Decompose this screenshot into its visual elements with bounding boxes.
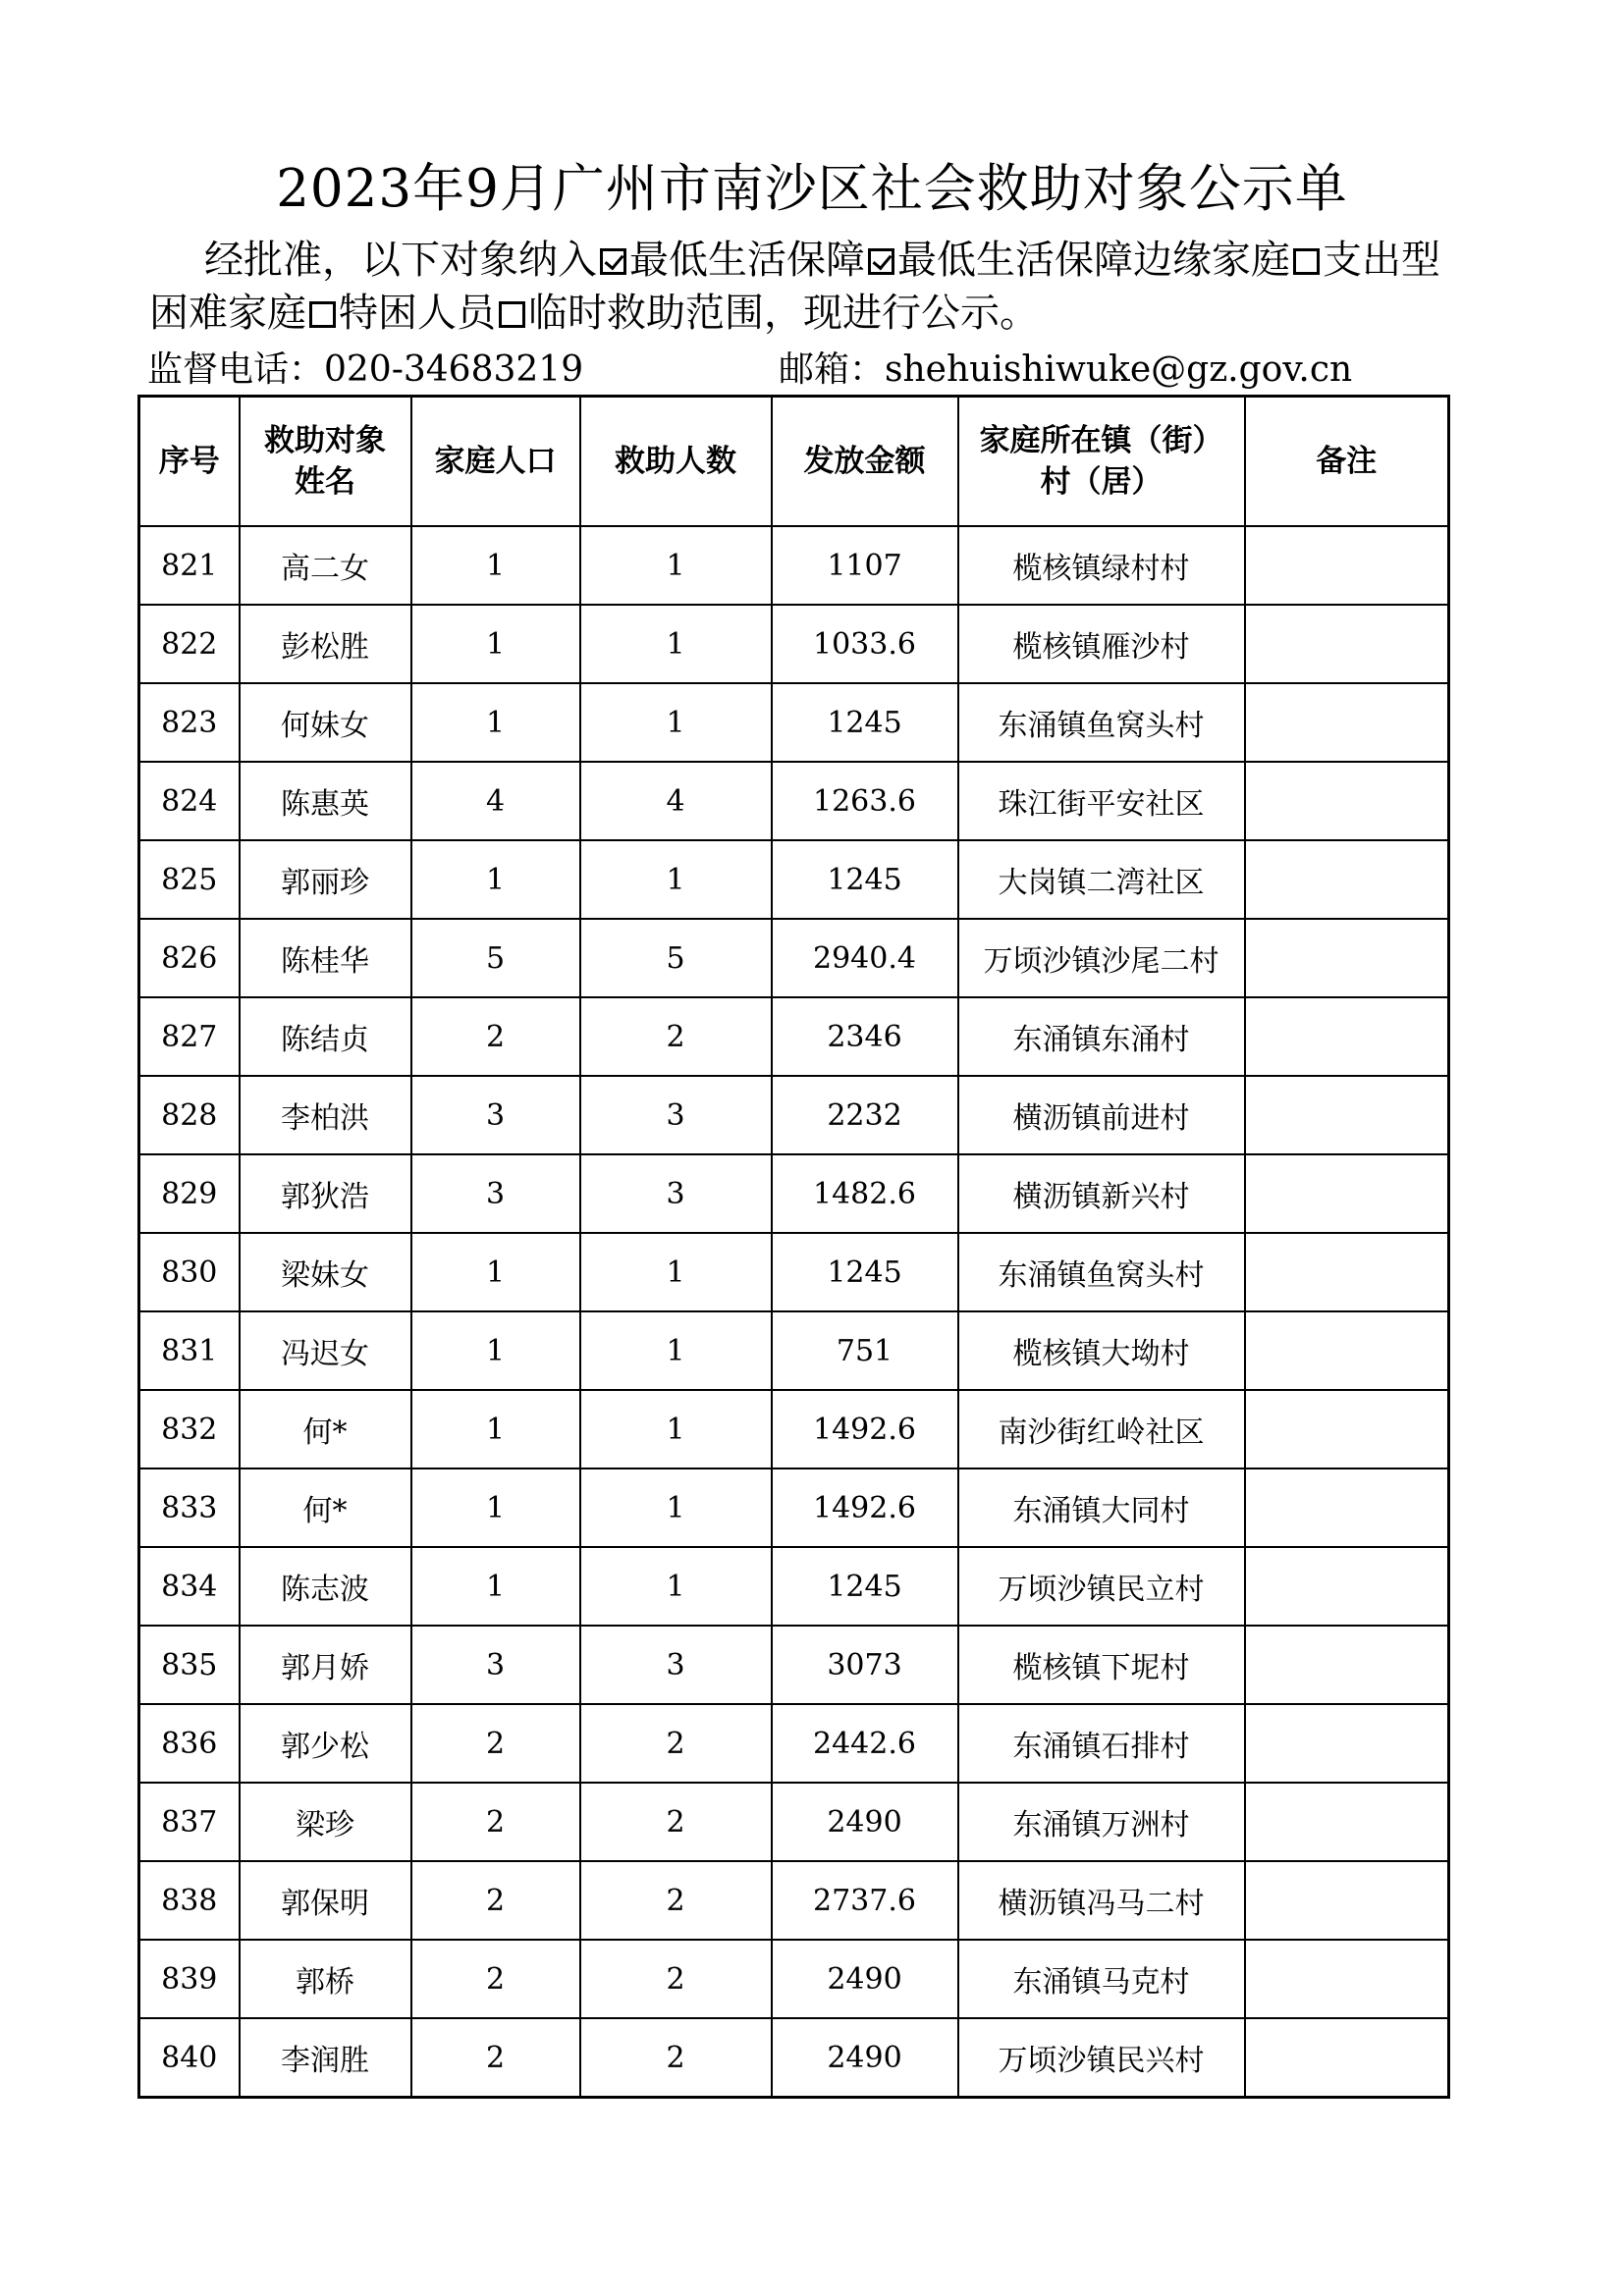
- header-line: 备注: [1316, 444, 1378, 479]
- table-row: [139, 1233, 1449, 1311]
- cell-amount: 1492.6: [772, 1468, 958, 1547]
- cell-remarks: [1245, 1468, 1449, 1547]
- cell-remarks: [1245, 1940, 1449, 2018]
- cell-aided-count: 1: [580, 683, 772, 762]
- cell-remarks: [1245, 605, 1449, 683]
- header-amount: [772, 397, 958, 527]
- cell-seq: 826: [139, 919, 240, 997]
- cell-name: 彭松胜: [240, 605, 411, 683]
- cell-aided-count: 1: [580, 1547, 772, 1626]
- cell-amount: 1107: [772, 526, 958, 605]
- table-body: [139, 526, 1449, 2098]
- header-line: 救助对象: [264, 423, 386, 458]
- header-remarks: [1245, 397, 1449, 527]
- table-row: [139, 1468, 1449, 1547]
- cell-amount: 2490: [772, 2018, 958, 2098]
- cell-amount: 2442.6: [772, 1704, 958, 1783]
- table-header-row: [139, 397, 1449, 527]
- table-row: [139, 1783, 1449, 1861]
- cell-location: 万顷沙镇民兴村: [958, 2018, 1245, 2098]
- cell-aided-count: 5: [580, 919, 772, 997]
- cell-household-size: 1: [411, 1547, 580, 1626]
- cell-seq: 833: [139, 1468, 240, 1547]
- cell-remarks: [1245, 1861, 1449, 1940]
- cell-aided-count: 1: [580, 840, 772, 919]
- cell-household-size: 2: [411, 1704, 580, 1783]
- cell-location: 横沥镇前进村: [958, 1076, 1245, 1154]
- intro-paragraph: [149, 234, 1455, 340]
- cell-location: 珠江街平安社区: [958, 762, 1245, 840]
- cell-seq: 831: [139, 1311, 240, 1390]
- cell-household-size: 1: [411, 1390, 580, 1468]
- cell-location: 榄核镇雁沙村: [958, 605, 1245, 683]
- cell-aided-count: 1: [580, 1311, 772, 1390]
- cell-household-size: 1: [411, 683, 580, 762]
- category-label: 特困人员: [339, 291, 496, 336]
- cell-household-size: 2: [411, 997, 580, 1076]
- header-seq: [139, 397, 240, 527]
- cell-amount: 1482.6: [772, 1154, 958, 1233]
- table-row: [139, 1861, 1449, 1940]
- header-name: [240, 397, 411, 527]
- cell-name: 陈惠英: [240, 762, 411, 840]
- cell-amount: 1245: [772, 683, 958, 762]
- cell-remarks: [1245, 1547, 1449, 1626]
- cell-location: 榄核镇下坭村: [958, 1626, 1245, 1704]
- cell-amount: 2940.4: [772, 919, 958, 997]
- cell-seq: 825: [139, 840, 240, 919]
- header-line: 发放金额: [803, 444, 926, 479]
- cell-household-size: 2: [411, 1783, 580, 1861]
- cell-seq: 822: [139, 605, 240, 683]
- cell-household-size: 1: [411, 526, 580, 605]
- table-row: [139, 1704, 1449, 1783]
- cell-name: 梁珍: [240, 1783, 411, 1861]
- header-location: [958, 397, 1245, 527]
- cell-name: 陈桂华: [240, 919, 411, 997]
- cell-seq: 821: [139, 526, 240, 605]
- category-label-part: 困难家庭: [149, 291, 306, 336]
- cell-seq: 839: [139, 1940, 240, 2018]
- table-row: [139, 919, 1449, 997]
- cell-remarks: [1245, 526, 1449, 605]
- cell-seq: 827: [139, 997, 240, 1076]
- cell-remarks: [1245, 1704, 1449, 1783]
- cell-household-size: 3: [411, 1626, 580, 1704]
- cell-household-size: 5: [411, 919, 580, 997]
- cell-location: 东涌镇鱼窝头村: [958, 683, 1245, 762]
- cell-aided-count: 1: [580, 526, 772, 605]
- cell-aided-count: 2: [580, 997, 772, 1076]
- cell-aided-count: 2: [580, 2018, 772, 2098]
- table-row: [139, 526, 1449, 605]
- checkbox-empty-icon: [1293, 248, 1320, 275]
- contact-email: 邮箱：shehuishiwuke@gz.gov.cn: [779, 349, 1353, 390]
- cell-household-size: 3: [411, 1154, 580, 1233]
- cell-amount: 1245: [772, 1547, 958, 1626]
- cell-remarks: [1245, 997, 1449, 1076]
- cell-location: 榄核镇绿村村: [958, 526, 1245, 605]
- cell-name: 高二女: [240, 526, 411, 605]
- intro-line-1: [149, 234, 1455, 287]
- cell-aided-count: 1: [580, 1390, 772, 1468]
- cell-location: 东涌镇大同村: [958, 1468, 1245, 1547]
- cell-location: 东涌镇鱼窝头村: [958, 1233, 1245, 1311]
- checkbox-empty-icon: [309, 301, 336, 328]
- supervision-phone: 监督电话：020-34683219: [147, 349, 584, 390]
- cell-remarks: [1245, 683, 1449, 762]
- header-aided-count: [580, 397, 772, 527]
- assistance-table: [137, 395, 1450, 2099]
- cell-remarks: [1245, 919, 1449, 997]
- cell-name: 郭少松: [240, 1704, 411, 1783]
- cell-remarks: [1245, 2018, 1449, 2098]
- header-household-size: [411, 397, 580, 527]
- header-line: 村（居）: [1040, 464, 1163, 500]
- cell-household-size: 2: [411, 1861, 580, 1940]
- cell-household-size: 1: [411, 840, 580, 919]
- cell-location: 横沥镇新兴村: [958, 1154, 1245, 1233]
- cell-remarks: [1245, 1626, 1449, 1704]
- intro-prefix: 经批准，以下对象纳入: [204, 238, 597, 283]
- cell-amount: 1245: [772, 1233, 958, 1311]
- cell-household-size: 1: [411, 605, 580, 683]
- cell-seq: 832: [139, 1390, 240, 1468]
- page-title: 2023年9月广州市南沙区社会救助对象公示单: [276, 159, 1348, 219]
- cell-amount: 1263.6: [772, 762, 958, 840]
- cell-seq: 837: [139, 1783, 240, 1861]
- cell-name: 郭丽珍: [240, 840, 411, 919]
- header-line: 姓名: [295, 464, 355, 500]
- cell-household-size: 2: [411, 1940, 580, 2018]
- header-line: 救助人数: [615, 444, 736, 479]
- table-row: [139, 683, 1449, 762]
- table-row: [139, 2018, 1449, 2098]
- cell-location: 东涌镇马克村: [958, 1940, 1245, 2018]
- cell-remarks: [1245, 1233, 1449, 1311]
- cell-seq: 830: [139, 1233, 240, 1311]
- cell-seq: 835: [139, 1626, 240, 1704]
- cell-location: 南沙街红岭社区: [958, 1390, 1245, 1468]
- cell-amount: 751: [772, 1311, 958, 1390]
- cell-household-size: 1: [411, 1468, 580, 1547]
- header-line: 家庭人口: [434, 444, 557, 479]
- cell-location: 榄核镇大坳村: [958, 1311, 1245, 1390]
- cell-amount: 1033.6: [772, 605, 958, 683]
- cell-seq: 824: [139, 762, 240, 840]
- table-row: [139, 1626, 1449, 1704]
- cell-amount: 2232: [772, 1076, 958, 1154]
- table-row: [139, 1311, 1449, 1390]
- cell-aided-count: 1: [580, 1233, 772, 1311]
- cell-seq: 828: [139, 1076, 240, 1154]
- cell-household-size: 3: [411, 1076, 580, 1154]
- cell-seq: 838: [139, 1861, 240, 1940]
- cell-remarks: [1245, 1390, 1449, 1468]
- cell-aided-count: 3: [580, 1076, 772, 1154]
- cell-name: 陈结贞: [240, 997, 411, 1076]
- cell-aided-count: 4: [580, 762, 772, 840]
- cell-name: 何*: [240, 1468, 411, 1547]
- cell-aided-count: 1: [580, 1468, 772, 1547]
- checkbox-empty-icon: [499, 301, 525, 328]
- table-row: [139, 1547, 1449, 1626]
- cell-amount: 2346: [772, 997, 958, 1076]
- header-line: 家庭所在镇（街）: [979, 423, 1223, 458]
- cell-location: 东涌镇东涌村: [958, 997, 1245, 1076]
- cell-name: 郭狄浩: [240, 1154, 411, 1233]
- table-row: [139, 762, 1449, 840]
- cell-aided-count: 3: [580, 1626, 772, 1704]
- cell-name: 梁妹女: [240, 1233, 411, 1311]
- table-row: [139, 1940, 1449, 2018]
- cell-name: 郭桥: [240, 1940, 411, 2018]
- cell-aided-count: 1: [580, 605, 772, 683]
- cell-household-size: 1: [411, 1311, 580, 1390]
- cell-name: 郭保明: [240, 1861, 411, 1940]
- cell-amount: 2490: [772, 1783, 958, 1861]
- table-row: [139, 1076, 1449, 1154]
- cell-remarks: [1245, 1154, 1449, 1233]
- cell-amount: 1245: [772, 840, 958, 919]
- cell-location: 万顷沙镇民立村: [958, 1547, 1245, 1626]
- category-label: 临时救助范围，现进行公示。: [528, 291, 1039, 336]
- cell-aided-count: 3: [580, 1154, 772, 1233]
- cell-name: 李柏洪: [240, 1076, 411, 1154]
- cell-seq: 840: [139, 2018, 240, 2098]
- cell-aided-count: 2: [580, 1704, 772, 1783]
- cell-remarks: [1245, 1311, 1449, 1390]
- cell-name: 陈志波: [240, 1547, 411, 1626]
- cell-remarks: [1245, 762, 1449, 840]
- cell-amount: 2490: [772, 1940, 958, 2018]
- cell-seq: 834: [139, 1547, 240, 1626]
- cell-remarks: [1245, 840, 1449, 919]
- table-row: [139, 1390, 1449, 1468]
- table-row: [139, 997, 1449, 1076]
- cell-aided-count: 2: [580, 1783, 772, 1861]
- cell-location: 万顷沙镇沙尾二村: [958, 919, 1245, 997]
- cell-remarks: [1245, 1076, 1449, 1154]
- intro-line-2: [149, 287, 1455, 340]
- cell-aided-count: 2: [580, 1861, 772, 1940]
- cell-aided-count: 2: [580, 1940, 772, 2018]
- table-row: [139, 840, 1449, 919]
- cell-remarks: [1245, 1783, 1449, 1861]
- cell-name: 何*: [240, 1390, 411, 1468]
- cell-name: 郭月娇: [240, 1626, 411, 1704]
- cell-location: 大岗镇二湾社区: [958, 840, 1245, 919]
- cell-name: 何妹女: [240, 683, 411, 762]
- cell-seq: 829: [139, 1154, 240, 1233]
- cell-amount: 3073: [772, 1626, 958, 1704]
- cell-household-size: 1: [411, 1233, 580, 1311]
- cell-household-size: 4: [411, 762, 580, 840]
- category-label-part: 支出型: [1323, 238, 1440, 283]
- category-label: 最低生活保障: [629, 238, 865, 283]
- header-line: 序号: [158, 444, 220, 479]
- cell-amount: 2737.6: [772, 1861, 958, 1940]
- checkbox-checked-icon: [600, 248, 626, 275]
- checkbox-checked-icon: [868, 248, 894, 275]
- table-row: [139, 605, 1449, 683]
- cell-seq: 836: [139, 1704, 240, 1783]
- category-label: 最低生活保障边缘家庭: [897, 238, 1290, 283]
- cell-name: 李润胜: [240, 2018, 411, 2098]
- cell-seq: 823: [139, 683, 240, 762]
- cell-location: 东涌镇石排村: [958, 1704, 1245, 1783]
- cell-location: 东涌镇万洲村: [958, 1783, 1245, 1861]
- cell-household-size: 2: [411, 2018, 580, 2098]
- table-row: [139, 1154, 1449, 1233]
- cell-name: 冯迟女: [240, 1311, 411, 1390]
- cell-amount: 1492.6: [772, 1390, 958, 1468]
- cell-location: 横沥镇冯马二村: [958, 1861, 1245, 1940]
